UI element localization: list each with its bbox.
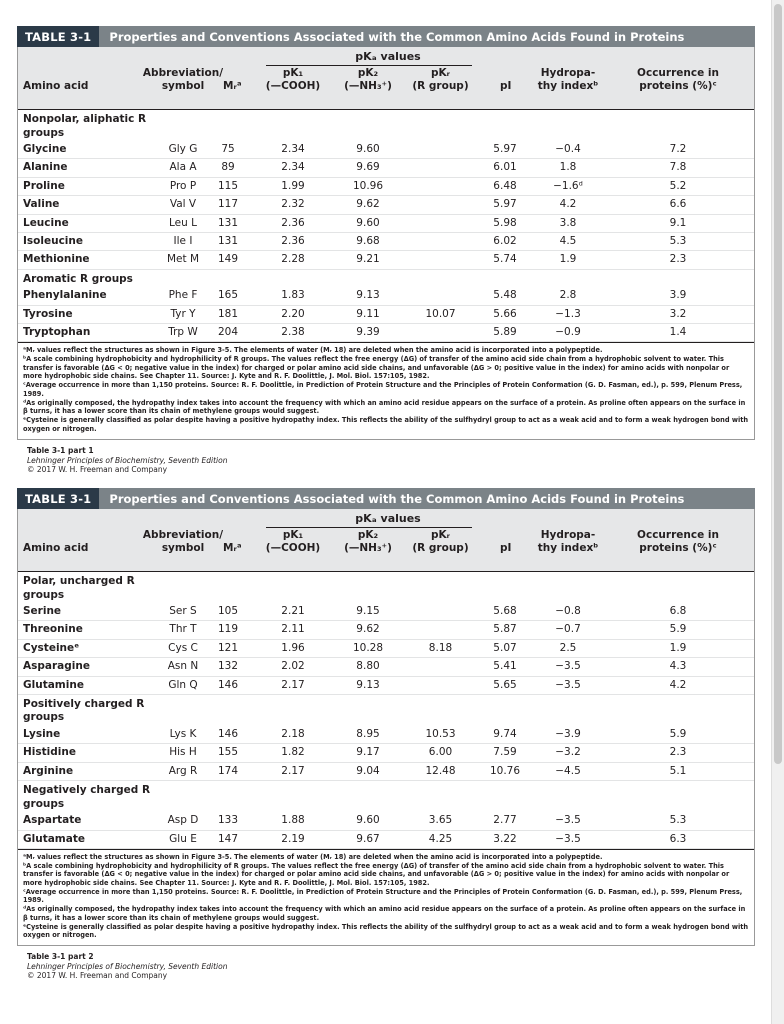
cell-pk1: 2.36 — [281, 234, 305, 247]
cell-pk1: 1.96 — [281, 641, 305, 654]
cell-amino-acid: Lysine — [23, 727, 61, 740]
table-row — [18, 141, 754, 159]
col-pi: pI — [500, 542, 512, 554]
cell-symbol: Phe F — [168, 289, 198, 302]
cell-symbol: Ile I — [173, 234, 193, 247]
cell-pk2: 9.68 — [356, 234, 380, 247]
col-occurrence — [608, 67, 748, 93]
cell-mr: 174 — [217, 764, 239, 777]
footnote-d: ᵈAs originally composed, the hydropathy index takes into account the frequency with which an amino acid residue appears on the surface of a protein. As proline often appears on the surface in β turns, it has a lower score than its chain of methylene groups would suggest. — [23, 905, 746, 922]
cell-mr: 155 — [217, 746, 239, 759]
cell-amino-acid: Leucine — [23, 216, 69, 229]
footnote-d: ᵈAs originally composed, the hydropathy index takes into account the frequency with which an amino acid residue appears on the surface of a protein. As proline often appears on the surface in β turns, it has a lower score than its chain of methylene groups would suggest. — [23, 398, 746, 416]
cell-pk1: 2.20 — [281, 307, 305, 320]
table-row — [18, 324, 754, 342]
cell-amino-acid: Histidine — [23, 746, 76, 759]
cell-symbol: Asp D — [167, 814, 199, 827]
table-row — [18, 763, 754, 781]
col-pk2-line1: pK₂ — [357, 67, 379, 79]
cell-hydropathy: −3.2 — [555, 746, 581, 759]
col-pkr-line2: (R group) — [412, 80, 469, 92]
cell-pk2: 9.13 — [356, 678, 380, 691]
col-mr: Mᵣᵃ — [223, 80, 242, 92]
cell-pk1: 1.88 — [281, 814, 305, 827]
table-row — [18, 159, 754, 177]
cell-pi: 7.59 — [493, 746, 517, 759]
cell-hydropathy: −1.6ᵈ — [553, 179, 583, 192]
col-amino-acid: Amino acid — [23, 80, 89, 92]
cell-hydropathy: 1.8 — [559, 161, 577, 174]
cell-pk1: 1.82 — [281, 746, 305, 759]
cell-mr: 149 — [217, 253, 239, 266]
col-occurrence-line1: Occurrence in — [637, 529, 719, 541]
cell-mr: 147 — [217, 832, 239, 845]
cell-pi: 6.02 — [493, 234, 517, 247]
cell-amino-acid: Glutamine — [23, 678, 84, 691]
cell-hydropathy: −3.9 — [555, 727, 581, 740]
cell-symbol: Gly G — [168, 143, 198, 155]
cell-pk1: 2.11 — [281, 623, 305, 636]
table-title: Properties and Conventions Associated with the Common Amino Acids Found in Proteins — [109, 29, 685, 44]
cell-occurrence: 7.8 — [669, 161, 687, 174]
col-pk2-line2: (—NH₃⁺) — [344, 80, 392, 92]
cell-pk1: 2.17 — [281, 764, 305, 777]
cell-amino-acid: Cysteineᵉ — [23, 641, 80, 654]
cell-hydropathy: 2.5 — [559, 641, 577, 654]
col-occurrence-line2: proteins (%)ᶜ — [639, 542, 717, 554]
col-occurrence-line1: Occurrence in — [637, 67, 719, 79]
footnote-b: ᵇA scale combining hydrophobicity and hydrophilicity of R groups. The values reflect the free energy (ΔG) of transfer of the amino acid side chain from a hydrophobic solvent to water. This transfer is favorable (ΔG < 0; negative value in the index) for charged or polar amino acid side chains, and unfavorable (ΔG > 0; positive value in the index) for amino acids with nonpolar or more hydrophobic side chains. See Chapter 11. Source: J. Kyte and R. F. Doolittle, J. Mol. Biol. 157:105, 1982. — [23, 355, 730, 381]
col-occurrence-line2: proteins (%)ᶜ — [639, 80, 717, 92]
group-heading: Positively charged R groups — [23, 697, 145, 724]
table-body — [18, 572, 754, 849]
cell-pk2: 9.62 — [356, 198, 380, 211]
cell-pk1: 2.34 — [281, 161, 305, 174]
table-row — [18, 640, 754, 658]
cell-pi: 6.01 — [493, 161, 517, 174]
cell-pi: 2.77 — [493, 814, 517, 827]
cell-pi: 5.87 — [493, 623, 517, 636]
cell-symbol: Thr T — [169, 623, 197, 636]
cell-pk1: 2.17 — [281, 678, 305, 691]
col-mr: Mᵣᵃ — [223, 542, 242, 554]
col-hydropathy-line1: Hydropa- — [540, 67, 596, 79]
cell-symbol: Val V — [169, 198, 197, 211]
cell-hydropathy: −0.9 — [555, 326, 581, 339]
table-title: Properties and Conventions Associated with the Common Amino Acids Found in Proteins — [109, 491, 685, 506]
cell-mr: 146 — [217, 727, 239, 740]
pka-values-heading: pKₐ values — [355, 512, 421, 525]
cell-symbol: Leu L — [169, 216, 197, 229]
cell-occurrence: 7.2 — [669, 143, 687, 155]
cell-pk1: 1.99 — [281, 179, 305, 192]
table-row — [18, 726, 754, 744]
table-row — [18, 812, 754, 830]
cell-pk1: 2.28 — [281, 253, 305, 266]
cell-pk1: 2.34 — [281, 143, 305, 155]
cell-mr: 121 — [217, 641, 239, 654]
cell-symbol: Ser S — [169, 605, 197, 617]
cell-hydropathy: −3.5 — [555, 814, 581, 827]
cell-pkr: 4.25 — [428, 832, 453, 845]
cell-pk1: 1.83 — [281, 289, 305, 302]
table-body — [18, 110, 754, 342]
cell-occurrence: 5.9 — [669, 623, 687, 636]
cell-mr: 89 — [221, 161, 235, 174]
col-occurrence — [608, 529, 748, 555]
cell-pk2: 9.60 — [356, 814, 380, 827]
table-row — [18, 677, 754, 695]
cell-pk2: 9.60 — [356, 216, 380, 229]
cell-mr: 115 — [217, 179, 239, 192]
cell-occurrence: 1.4 — [669, 326, 687, 339]
cell-pkr: 3.65 — [428, 814, 453, 827]
cell-pk1: 2.02 — [281, 660, 305, 673]
cell-mr: 133 — [217, 814, 239, 827]
table-row — [18, 621, 754, 639]
col-pk2 — [333, 67, 403, 93]
cell-pi: 5.07 — [493, 641, 517, 654]
cell-hydropathy: −3.5 — [555, 660, 581, 673]
cell-pi: 10.76 — [489, 764, 521, 777]
copyright: © 2017 W. H. Freeman and Company — [27, 971, 168, 980]
cell-amino-acid: Phenylalanine — [23, 289, 107, 302]
caption: Table 3-1 part 1 — [27, 446, 94, 455]
cell-occurrence: 6.6 — [669, 198, 687, 211]
cell-mr: 117 — [217, 198, 239, 211]
col-abbreviation-line1: Abbreviation/ — [142, 529, 224, 541]
cell-occurrence: 5.3 — [669, 234, 687, 247]
table-part-1 — [17, 26, 755, 440]
table-row — [18, 251, 754, 269]
book-title: Lehninger Principles of Biochemistry, Seventh Edition — [27, 455, 228, 465]
footnotes — [18, 849, 754, 946]
cell-amino-acid: Aspartate — [23, 814, 82, 827]
cell-pk2: 9.15 — [356, 605, 380, 617]
cell-mr: 181 — [217, 307, 239, 320]
copyright: © 2017 W. H. Freeman and Company — [27, 465, 168, 474]
table-row — [18, 233, 754, 251]
cell-mr: 146 — [217, 678, 239, 691]
pka-rule — [266, 527, 472, 528]
col-abbreviation — [128, 67, 238, 93]
cell-amino-acid: Glycine — [23, 143, 67, 155]
footnote-a: ᵃMᵣ values reflect the structures as shown in Figure 3-5. The elements of water (Mᵣ 18) are deleted when the amino acid is incorporated into a polypeptide. — [23, 852, 603, 861]
credit-part-2 — [27, 952, 227, 981]
group-heading: Aromatic R groups — [23, 272, 133, 285]
book-title: Lehninger Principles of Biochemistry, Seventh Edition — [27, 961, 228, 971]
cell-hydropathy: −0.4 — [555, 143, 581, 155]
cell-pk2: 9.60 — [356, 143, 380, 155]
cell-pi: 5.68 — [493, 605, 517, 617]
col-pk1-line1: pK₁ — [282, 67, 304, 79]
cell-occurrence: 5.3 — [669, 814, 687, 827]
cell-symbol: Arg R — [168, 764, 198, 777]
table-row — [18, 287, 754, 305]
group-heading: Nonpolar, aliphatic R groups — [23, 113, 147, 139]
cell-symbol: Gln Q — [168, 678, 198, 691]
cell-amino-acid: Glutamate — [23, 832, 85, 845]
cell-hydropathy: −0.7 — [555, 623, 581, 636]
col-hydropathy-line2: thy indexᵇ — [537, 80, 599, 92]
cell-amino-acid: Threonine — [23, 623, 83, 636]
table-row — [18, 658, 754, 676]
col-abbreviation — [128, 529, 238, 555]
pka-rule — [266, 65, 472, 66]
cell-pk2: 9.04 — [356, 764, 380, 777]
col-pk2-line1: pK₂ — [357, 529, 379, 541]
cell-pkr: 10.07 — [425, 307, 456, 320]
group-heading: Polar, uncharged R groups — [23, 575, 135, 601]
table-row — [18, 306, 754, 324]
cell-mr: 105 — [217, 605, 239, 617]
cell-occurrence: 3.2 — [669, 307, 687, 320]
cell-hydropathy: −4.5 — [555, 764, 581, 777]
table-label: TABLE 3-1 — [17, 26, 99, 47]
col-pk2 — [333, 529, 403, 555]
cell-occurrence: 5.1 — [669, 764, 687, 777]
col-pkr-line1: pKᵣ — [431, 529, 450, 541]
cell-occurrence: 2.3 — [669, 253, 687, 266]
cell-amino-acid: Arginine — [23, 764, 74, 777]
cell-occurrence: 4.2 — [669, 678, 687, 691]
table-row — [18, 196, 754, 214]
cell-symbol: Trp W — [168, 326, 198, 339]
cell-amino-acid: Serine — [23, 605, 62, 617]
footnote-a: ᵃMᵣ values reflect the structures as shown in Figure 3-5. The elements of water (Mᵣ 18) are deleted when the amino acid is incorporated into a polypeptide. — [23, 346, 603, 355]
column-headers — [18, 47, 754, 110]
cell-pk2: 9.17 — [356, 746, 380, 759]
cell-pkr: 10.53 — [425, 727, 456, 740]
cell-pi: 5.97 — [493, 198, 517, 211]
cell-hydropathy: 4.5 — [559, 234, 577, 247]
cell-pk2: 8.95 — [356, 727, 380, 740]
table-row — [18, 603, 754, 621]
cell-pi: 5.89 — [493, 326, 517, 339]
cell-pi: 5.48 — [493, 289, 517, 302]
cell-occurrence: 9.1 — [669, 216, 687, 229]
cell-pk2: 8.80 — [356, 660, 380, 673]
cell-pi: 5.66 — [493, 307, 517, 320]
cell-hydropathy: −3.5 — [555, 832, 581, 845]
footnote-e: ᵉCysteine is generally classified as polar despite having a positive hydropathy index. This reflects the ability of the sulfhydryl group to act as a weak acid and to form a weak hydrogen bond with oxygen or nitrogen. — [23, 922, 749, 940]
col-pk1-line1: pK₁ — [282, 529, 304, 541]
caption: Table 3-1 part 2 — [27, 952, 94, 961]
cell-amino-acid: Methionine — [23, 253, 90, 266]
footnote-c: ᶜAverage occurrence in more than 1,150 proteins. Source: R. F. Doolittle, in Prediction of Protein Structure and the Principles of Protein Conformation (G. D. Fasman, ed.), p. 599, Plenum Press, 1989. — [23, 381, 743, 398]
cell-symbol: His H — [169, 746, 197, 759]
col-pkr — [403, 67, 478, 93]
cell-pk2: 9.11 — [356, 307, 380, 320]
cell-amino-acid: Alanine — [23, 161, 68, 174]
scrollbar[interactable] — [771, 0, 784, 1024]
cell-pi: 3.22 — [493, 832, 517, 845]
cell-pi: 5.74 — [493, 253, 517, 266]
cell-pk2: 9.13 — [356, 289, 380, 302]
cell-pk1: 2.18 — [281, 727, 305, 740]
cell-pkr: 6.00 — [428, 746, 453, 759]
cell-amino-acid: Tryptophan — [23, 326, 91, 339]
col-hydropathy-line2: thy indexᵇ — [537, 542, 599, 554]
cell-mr: 131 — [217, 234, 239, 247]
col-abbreviation-line2: symbol — [161, 542, 205, 554]
cell-pi: 5.97 — [493, 143, 517, 155]
col-pkr-line1: pKᵣ — [431, 67, 450, 79]
table-label: TABLE 3-1 — [17, 488, 99, 509]
cell-symbol: Ala A — [169, 161, 197, 174]
cell-occurrence: 1.9 — [669, 641, 687, 654]
cell-pk1: 2.19 — [281, 832, 305, 845]
cell-pi: 9.74 — [493, 727, 517, 740]
col-pkr — [403, 529, 478, 555]
col-hydropathy-line1: Hydropa- — [540, 529, 596, 541]
cell-hydropathy: 4.2 — [559, 198, 577, 211]
cell-mr: 204 — [217, 326, 239, 339]
table-row — [18, 831, 754, 849]
cell-pi: 5.98 — [493, 216, 517, 229]
cell-pk2: 9.67 — [356, 832, 380, 845]
footnote-c: ᶜAverage occurrence in more than 1,150 proteins. Source: R. F. Doolittle, in Prediction of Protein Structure and the Principles of Protein Conformation (G. D. Fasman, ed.), p. 599, Plenum Press, 1989. — [23, 887, 743, 905]
cell-amino-acid: Asparagine — [23, 660, 90, 673]
col-pkr-line2: (R group) — [412, 542, 469, 554]
cell-pi: 6.48 — [493, 179, 517, 192]
cell-hydropathy: −0.8 — [555, 605, 581, 617]
col-hydropathy — [528, 67, 608, 93]
footnote-b: ᵇA scale combining hydrophobicity and hydrophilicity of R groups. The values reflect the free energy (ΔG) of transfer of the amino acid side chain from a hydrophobic solvent to water. This transfer is favorable (ΔG < 0; negative value in the index) for charged or polar amino acid side chains, and unfavorable (ΔG > 0; positive value in the index) for amino acids with nonpolar or more hydrophobic side chains. See Chapter 11. Source: J. Kyte and R. F. Doolittle, J. Mol. Biol. 157:105, 1982. — [23, 861, 730, 887]
table-row — [18, 744, 754, 762]
cell-pk2: 9.21 — [356, 253, 380, 266]
table-header-bar — [17, 26, 755, 47]
cell-occurrence: 6.3 — [669, 832, 687, 845]
cell-mr: 75 — [221, 143, 235, 155]
cell-occurrence: 4.3 — [669, 660, 687, 673]
cell-symbol: Pro P — [169, 179, 197, 192]
cell-pi: 5.41 — [493, 660, 517, 673]
cell-mr: 132 — [217, 660, 239, 673]
col-pk1-line2: (—COOH) — [265, 542, 321, 554]
cell-pk2: 9.62 — [356, 623, 380, 636]
cell-symbol: Tyr Y — [170, 307, 196, 320]
cell-pkr: 12.48 — [425, 764, 456, 777]
col-pi: pI — [500, 80, 512, 92]
credit-part-1 — [27, 446, 227, 475]
col-hydropathy — [528, 529, 608, 555]
pka-values-heading: pKₐ values — [355, 50, 421, 63]
col-pk1-line2: (—COOH) — [265, 80, 321, 92]
cell-occurrence: 2.3 — [669, 746, 687, 759]
cell-amino-acid: Proline — [23, 179, 65, 192]
cell-mr: 165 — [217, 289, 239, 302]
cell-occurrence: 6.8 — [669, 605, 687, 617]
cell-occurrence: 5.2 — [669, 179, 687, 192]
column-headers — [18, 509, 754, 572]
cell-mr: 131 — [217, 216, 239, 229]
cell-pkr: 8.18 — [428, 641, 453, 654]
table-row — [18, 178, 754, 196]
cell-hydropathy: 3.8 — [559, 216, 577, 229]
table-row — [18, 215, 754, 233]
cell-hydropathy: 2.8 — [559, 289, 577, 302]
col-pk2-line2: (—NH₃⁺) — [344, 542, 392, 554]
cell-pk2: 9.39 — [356, 326, 380, 339]
cell-symbol: Glu E — [169, 832, 197, 845]
cell-occurrence: 5.9 — [669, 727, 687, 740]
group-heading: Negatively charged R groups — [23, 784, 151, 810]
cell-pk1: 2.38 — [281, 326, 305, 339]
cell-hydropathy: 1.9 — [559, 253, 577, 266]
cell-symbol: Asn N — [167, 660, 199, 673]
cell-occurrence: 3.9 — [669, 289, 687, 302]
cell-symbol: Met M — [166, 253, 200, 266]
cell-mr: 119 — [217, 623, 239, 636]
cell-pk2: 10.28 — [352, 641, 384, 654]
cell-symbol: Cys C — [168, 641, 198, 654]
cell-pk1: 2.32 — [281, 198, 305, 211]
table-header-bar — [17, 488, 755, 509]
cell-pi: 5.65 — [493, 678, 517, 691]
scrollbar-thumb[interactable] — [774, 4, 782, 764]
col-amino-acid: Amino acid — [23, 542, 89, 554]
col-pk1 — [258, 67, 328, 93]
cell-amino-acid: Isoleucine — [23, 234, 83, 247]
cell-pk1: 2.36 — [281, 216, 305, 229]
cell-symbol: Lys K — [169, 727, 197, 740]
cell-pk2: 10.96 — [352, 179, 384, 192]
col-abbreviation-line2: symbol — [161, 80, 205, 92]
cell-pk2: 9.69 — [356, 161, 380, 174]
footnote-e: ᵉCysteine is generally classified as polar despite having a positive hydropathy index. This reflects the ability of the sulfhydryl group to act as a weak acid and to form a weak hydrogen bond with oxygen or nitrogen. — [23, 416, 749, 433]
cell-amino-acid: Valine — [23, 198, 60, 211]
cell-pk1: 2.21 — [281, 605, 305, 617]
col-abbreviation-line1: Abbreviation/ — [142, 67, 224, 79]
cell-hydropathy: −1.3 — [555, 307, 581, 320]
footnotes — [18, 342, 754, 439]
col-pk1 — [258, 529, 328, 555]
cell-hydropathy: −3.5 — [555, 678, 581, 691]
table-part-2 — [17, 488, 755, 946]
cell-amino-acid: Tyrosine — [23, 307, 73, 320]
